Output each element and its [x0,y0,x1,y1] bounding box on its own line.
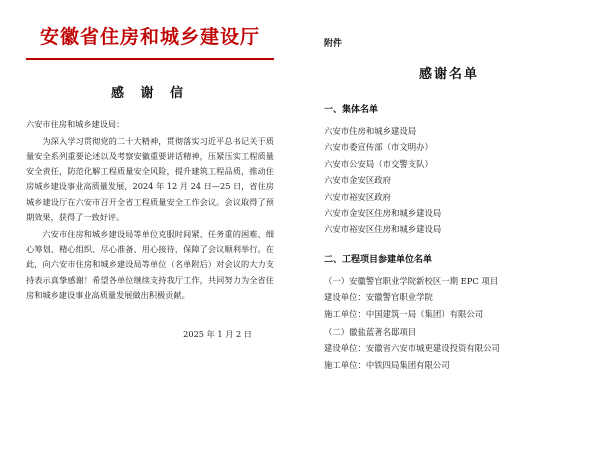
list-item: 六安市委宣传部（市文明办） [324,142,433,153]
list-item: 六安市公安局（市交警支队） [324,158,433,169]
collective-unit-list [324,123,574,238]
section-heading-collective: 一、集体名单 [324,105,379,115]
issuing-organization-header: 安徽省住房和城乡建设厅 [39,26,260,48]
project-block [324,324,574,373]
project-name: （二）徽盐蓝著名邸项目 [324,326,417,337]
project-detail-line: 施工单位：中铁四局集团有限公司 [324,359,450,370]
letter-title: 感 谢 信 [110,85,190,101]
letter-recipient: 六安市住房和城乡建设局： [26,118,125,129]
project-name: （一）安徽警官职业学院新校区一期 EPC 项目 [324,275,499,286]
list-item: 六安市金安区政府 [324,175,391,186]
project-detail-line: 施工单位：中国建筑一局（集团）有限公司 [324,308,484,319]
project-detail-line: 建设单位：安徽警官职业学院 [324,292,433,303]
attachment-label: 附件 [324,39,343,49]
list-item: 六安市金安区住房和城乡建设局 [324,207,442,218]
letter-body [26,117,274,303]
letter-date: 2025 年 1 月 2 日 [183,328,252,339]
section-heading-projects: 二、工程项目参建单位名单 [324,254,433,265]
letter-paragraph: 为深入学习贯彻党的二十大精神，贯彻落实习近平总书记关于质量安全系列重要论述以及考察安徽重要讲话精神，压紧压实工程质量安全责任，防范化解工程质量安全风险，提升建筑工程品质，推动住房城乡建设事业高质量发展，2024 年 12 月 24 日—25 日，省住房城乡建设厅在六安市召开全省工程质量安全工作会议。会议取得了预期效果，获得了一致好评。 [26,135,274,222]
red-divider-rule [26,58,274,60]
attachment-panel [300,0,600,450]
list-item: 六安市裕安区住房和城乡建设局 [324,224,442,235]
project-detail-line: 建设单位：安徽省六安市城更建设投资有限公司 [324,343,500,354]
list-item: 六安市住房和城乡建设局 [324,126,417,136]
attachment-title: 感谢名单 [418,67,479,82]
project-block [324,273,574,322]
list-item: 六安市裕安区政府 [324,191,391,202]
letter-paragraph: 六安市住房和城乡建设局等单位克服时间紧、任务重的困难、细心筹划、精心组织、尽心准备、用心接待，保障了会议顺利举行。在此，向六安市住房和城乡建设局等单位（名单附后）对会议的大力支持表示真挚感谢！希望各单位继续支持我厅工作，共同努力为全省住房和城乡建设事业高质量发展做出积极贡献。 [26,229,274,300]
